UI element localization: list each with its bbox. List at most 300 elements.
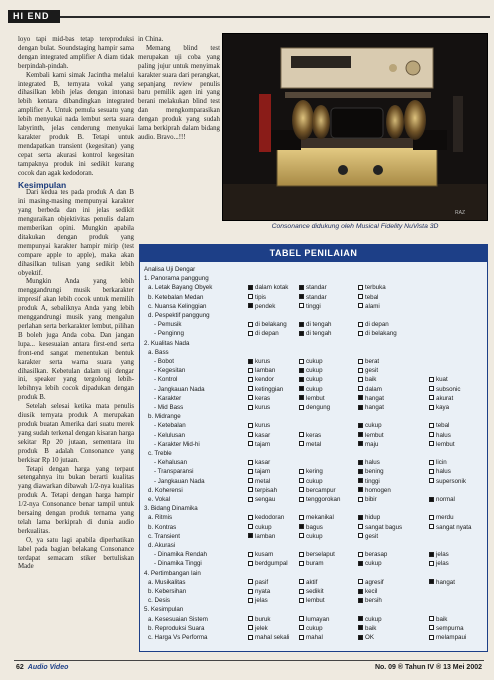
option-label: kendor [255, 376, 274, 384]
rating-option [248, 357, 270, 366]
row-label: d. Akurasi [148, 542, 176, 549]
checked-box-icon [358, 487, 363, 492]
rating-table-title: TABEL PENILAIAN [140, 245, 487, 262]
rating-option [429, 624, 464, 633]
empty-box-icon [358, 386, 363, 391]
checked-box-icon [299, 322, 304, 327]
rating-option [299, 559, 324, 568]
empty-box-icon [358, 524, 363, 529]
empty-box-icon [358, 285, 363, 290]
option-label: cukup [306, 376, 323, 384]
empty-box-icon [358, 331, 363, 336]
rating-option [299, 477, 323, 486]
option-label: mahal [306, 634, 323, 641]
rating-option [358, 559, 382, 568]
rating-option [429, 550, 449, 559]
rating-option [299, 624, 323, 633]
rating-option [248, 431, 270, 440]
checked-box-icon [358, 405, 363, 410]
rating-option [248, 320, 287, 329]
row-label: c. Nuansa Kelinggian [148, 302, 207, 310]
rating-option [429, 431, 451, 440]
paragraph: in China. [138, 36, 164, 43]
empty-box-icon [248, 322, 253, 327]
rating-option [358, 477, 380, 486]
option-label: mekanikal [306, 514, 334, 522]
photo-credit: RAZ [455, 210, 465, 216]
option-label: cukup [306, 477, 323, 485]
option-label: cukup [365, 560, 382, 568]
table-row [140, 504, 487, 513]
table-row [140, 578, 487, 587]
rating-option [248, 486, 277, 495]
option-label: tajam [255, 440, 271, 448]
footer-left [16, 664, 68, 671]
rating-option [429, 440, 455, 449]
paragraph: Memang blind test merupakan uji coba yang paling jujur untuk menyimak karakter suara dari perangkat, sepanjang review penulis baru pemilik agen ini yang berani melakukan blind test dan mengkomparasikan dengan produk yang sudah lama berkiprah dalam bidang audio. Bravo...!!! [138, 44, 220, 141]
rating-option [248, 329, 279, 338]
option-label: berselaput [306, 551, 335, 559]
table-row [140, 357, 487, 366]
rating-option [248, 513, 284, 522]
row-label: b. Ketebalan Medan [148, 293, 204, 301]
rating-option [299, 633, 323, 642]
rating-option [358, 467, 384, 476]
row-label: - Ketebalan [154, 422, 186, 430]
checked-box-icon [358, 432, 363, 437]
rating-option [299, 302, 321, 311]
table-row [140, 633, 487, 642]
option-label: sengau [255, 496, 276, 503]
empty-box-icon [248, 579, 253, 584]
table-row [140, 274, 487, 283]
rating-option [299, 578, 317, 587]
option-label: cukup [365, 615, 382, 623]
page-footer [0, 656, 494, 680]
option-label: tajam [255, 468, 271, 476]
option-label: normal [436, 496, 455, 503]
option-label: kaya [436, 404, 450, 411]
rating-option [248, 375, 274, 384]
row-label: - Jangkauan Nada [154, 385, 205, 393]
section-tag: HI END [8, 10, 60, 23]
option-label: hangat [365, 394, 384, 402]
footer-rule [14, 660, 484, 661]
row-label: a. Ritmis [148, 514, 173, 522]
rating-option [429, 403, 449, 412]
paragraph: Dari kedua tes pada produk A dan B ini masing-masing mempunyai karakter yang berbeda dan ini jelas sedikit menguraikan objektivitas penulis dalam memberikan opini. Mungkin apabila ditakukan dengan produk yang mempunyai karakter hampir mirip (test compare apple to apple), maka akan dihasilkan tulisan yang sedikit lebih obyektif. [18, 189, 134, 277]
table-row [140, 329, 487, 338]
checked-box-icon [429, 497, 434, 502]
page-header [0, 0, 494, 26]
rating-option [248, 385, 283, 394]
option-label: keras [306, 431, 322, 439]
rating-option [299, 532, 323, 541]
empty-box-icon [248, 469, 253, 474]
rating-option [358, 633, 374, 642]
table-row [140, 523, 487, 532]
empty-box-icon [248, 441, 253, 446]
rating-option [248, 283, 288, 292]
option-label: kasar [255, 431, 271, 439]
checked-box-icon [299, 377, 304, 382]
rating-option [248, 421, 270, 430]
table-row [140, 615, 487, 624]
rating-option [358, 385, 382, 394]
row-label: - Kontrol [154, 376, 178, 384]
row-label: Analisa Uji Dengar [144, 266, 196, 273]
table-row [140, 421, 487, 430]
option-label: hangat [365, 404, 384, 411]
option-label: metal [306, 440, 322, 448]
option-label: nyata [255, 588, 271, 595]
table-row [140, 320, 487, 329]
paragraph: Setelah selesai ketika mata penulis diusik ternyata produk A merupakan produk buatan Amerika dari suatu merek yang sudah terkenal dengan kisaran harga sekitar Rp 20 jutaan, sementara itu produk B adalah Consonance yang berkisar Rp 10 jutaan. [18, 403, 134, 464]
rating-option [358, 523, 402, 532]
table-row [140, 550, 487, 559]
row-label: - Transparansi [154, 468, 194, 476]
table-row [140, 587, 487, 596]
option-label: standar [306, 293, 327, 301]
section-heading: Kesimpulan [18, 179, 67, 190]
table-row [140, 495, 487, 504]
row-label: - Penginng [154, 330, 184, 338]
rating-option [358, 421, 382, 430]
table-row [140, 569, 487, 578]
rating-option [429, 578, 455, 587]
option-label: tinggi [306, 302, 321, 310]
rating-option [429, 458, 447, 467]
header-rule [60, 16, 490, 18]
empty-box-icon [299, 552, 304, 557]
table-row [140, 412, 487, 421]
rating-table-body [140, 262, 487, 651]
checked-box-icon [248, 359, 253, 364]
row-label: a. Kesesuaian Sistem [148, 615, 208, 623]
rating-option [358, 293, 378, 302]
option-label: hidup [365, 514, 381, 522]
empty-box-icon [358, 377, 363, 382]
empty-box-icon [358, 497, 363, 502]
empty-box-icon [248, 497, 253, 502]
checked-box-icon [358, 635, 363, 640]
option-label: kusam [255, 551, 274, 559]
rating-option [299, 615, 329, 624]
checked-box-icon [358, 441, 363, 446]
option-label: cukup [306, 367, 323, 375]
empty-box-icon [429, 441, 434, 446]
rating-option [429, 523, 471, 532]
empty-box-icon [248, 368, 253, 373]
option-label: di tengah [306, 330, 332, 338]
option-label: baik [436, 615, 448, 623]
rating-option [358, 486, 391, 495]
option-label: kurus [255, 358, 271, 365]
table-row [140, 624, 487, 633]
paragraph: loyo tapi mid-bas tetap tereproduksi dengan bulat. Soundstaging hampir sama dengan integrated amplifier A diam tidak berpindah-pindah. [18, 36, 134, 70]
empty-box-icon [299, 487, 304, 492]
rating-option [248, 302, 275, 311]
empty-box-icon [248, 487, 253, 492]
empty-box-icon [248, 377, 253, 382]
row-label: - Pemusik [154, 321, 182, 329]
table-row [140, 513, 487, 522]
rating-option [299, 403, 330, 412]
rating-option [299, 357, 323, 366]
magazine-name: Audio Video [27, 664, 69, 671]
checked-box-icon [429, 579, 434, 584]
checked-box-icon [248, 303, 253, 308]
empty-box-icon [299, 625, 304, 630]
row-label: c. Treble [148, 450, 172, 457]
checked-box-icon [358, 515, 363, 520]
option-label: kecil [365, 588, 378, 595]
table-row [140, 403, 487, 412]
empty-box-icon [248, 423, 253, 428]
option-label: gesit [365, 367, 379, 375]
paragraph: Tetapi dengan harga yang terpaut setengahnya itu bukan berarti kualitas yang diawarkan dibawah 1/2-nya kualitas produk A. Tetapi dengan harga hampir 1/2-nya Consonance benar tampil untuk bersaing dengan produk ternama yang telah lama berkiprah di dunia audio berkualitas. [18, 465, 134, 535]
rating-option [248, 467, 270, 476]
empty-box-icon [429, 405, 434, 410]
empty-box-icon [299, 432, 304, 437]
empty-box-icon [299, 598, 304, 603]
photo-caption: Consonance didukung oleh Musical Fidelity NuVista 3D [271, 223, 439, 230]
option-label: maju [365, 440, 379, 448]
empty-box-icon [358, 359, 363, 364]
row-label: - Bobot [154, 358, 174, 365]
rating-option [299, 596, 325, 605]
option-label: di depan [255, 330, 279, 338]
option-label: tebal [436, 422, 450, 430]
table-row [140, 293, 487, 302]
option-label: lamban [255, 532, 276, 540]
empty-box-icon [299, 405, 304, 410]
rating-option [248, 550, 273, 559]
option-label: jelas [255, 597, 268, 605]
checked-box-icon [299, 294, 304, 299]
article-column-left [18, 36, 134, 572]
rating-table [139, 244, 488, 652]
option-label: ketinggian [255, 385, 284, 393]
option-label: buruk [255, 615, 271, 623]
table-row [140, 532, 487, 541]
option-label: subsonic [436, 385, 461, 393]
rating-option [358, 532, 378, 541]
checked-box-icon [299, 524, 304, 529]
rating-option [358, 366, 378, 375]
table-row [140, 265, 487, 274]
option-label: kedodoran [255, 514, 285, 522]
option-label: kurus [255, 422, 271, 430]
rating-option [299, 431, 321, 440]
rating-option [248, 624, 268, 633]
checked-box-icon [248, 285, 253, 290]
rating-option [248, 587, 270, 596]
empty-box-icon [299, 579, 304, 584]
empty-box-icon [248, 432, 253, 437]
table-row [140, 311, 487, 320]
option-label: lembut [306, 597, 325, 605]
option-label: berat [365, 358, 380, 365]
option-label: sangat nyata [436, 523, 472, 531]
empty-box-icon [429, 625, 434, 630]
option-label: di belakang [365, 330, 397, 338]
empty-box-icon [429, 460, 434, 465]
product-photo [222, 33, 488, 221]
option-label: bening [365, 468, 384, 476]
rating-option [248, 523, 272, 532]
table-row [140, 431, 487, 440]
rating-option [429, 633, 466, 642]
empty-box-icon [358, 368, 363, 373]
checked-box-icon [358, 478, 363, 483]
option-label: di belakang [255, 321, 287, 329]
option-label: lamban [255, 367, 276, 375]
empty-box-icon [248, 625, 253, 630]
rating-option [299, 320, 331, 329]
table-row [140, 440, 487, 449]
empty-box-icon [248, 552, 253, 557]
empty-box-icon [299, 589, 304, 594]
checked-box-icon [358, 589, 363, 594]
option-label: agresif [365, 578, 384, 586]
option-label: pendek [255, 302, 276, 310]
table-row [140, 283, 487, 292]
option-label: lembut [365, 431, 384, 439]
rating-option [358, 283, 386, 292]
rating-option [299, 366, 323, 375]
option-label: dalam kotak [255, 284, 289, 292]
option-label: merdu [436, 514, 454, 522]
checked-box-icon [358, 598, 363, 603]
rating-option [248, 293, 266, 302]
empty-box-icon [429, 616, 434, 621]
option-label: tebal [365, 293, 379, 301]
rating-option [299, 293, 327, 302]
row-label: b. Midrange [148, 413, 181, 421]
empty-box-icon [429, 386, 434, 391]
option-label: kurus [255, 404, 271, 411]
empty-box-icon [358, 294, 363, 299]
empty-box-icon [248, 395, 253, 400]
table-row [140, 541, 487, 550]
empty-box-icon [429, 561, 434, 566]
checked-box-icon [358, 469, 363, 474]
option-label: cukup [306, 358, 323, 365]
empty-box-icon [248, 524, 253, 529]
option-label: metal [255, 477, 271, 485]
table-row [140, 366, 487, 375]
option-label: lembut [436, 440, 455, 448]
option-label: berasap [365, 551, 388, 559]
empty-box-icon [299, 635, 304, 640]
checked-box-icon [358, 616, 363, 621]
paragraph: Mungkin Anda yang lebih menggandrungi musik berkarakter impresif akan lebih cocok untuk memilih produk A, sebaliknya Anda yang lebih menggandrungi musik yang mengalun perlahan serta berkarakter lembut, pilihan B boleh juga Anda coba. Dan jangan lupa... kesesuaian antara first-end serta front-end sangat menentukan bentuk karakter serta warna suara yang dihasilkan. Kebetulan dalam uji dengar ini, speaker yang tergolong lebih-lebihnya lebih cocok dipadukan dengan produk B. [18, 278, 134, 402]
empty-box-icon [248, 294, 253, 299]
empty-box-icon [299, 561, 304, 566]
page-number: 62 [16, 664, 24, 671]
rating-option [248, 403, 270, 412]
table-row [140, 302, 487, 311]
rating-option [248, 458, 270, 467]
option-label: halus [436, 468, 451, 476]
row-label: - Karakter Mid-hi [154, 440, 200, 448]
option-label: bersih [365, 597, 382, 605]
empty-box-icon [299, 533, 304, 538]
option-label: keras [255, 394, 271, 402]
row-label: b. Reproduksi Suara [148, 624, 205, 632]
rating-option [429, 615, 447, 624]
option-label: jelas [436, 560, 449, 568]
row-label: - Karakter [154, 394, 182, 402]
option-label: tinggi [365, 477, 380, 485]
rating-option [358, 320, 389, 329]
row-label: c. Desis [148, 597, 171, 605]
table-row [140, 477, 487, 486]
empty-box-icon [248, 635, 253, 640]
rating-option [358, 394, 384, 403]
option-label: hangat [436, 578, 455, 586]
rating-option [429, 513, 454, 522]
option-label: sedikit [306, 588, 324, 595]
row-label: a. Bass [148, 348, 169, 356]
empty-box-icon [299, 469, 304, 474]
rating-option [299, 550, 335, 559]
row-label: b. Kontras [148, 523, 177, 531]
option-label: cukup [255, 523, 272, 531]
option-label: standar [306, 284, 327, 292]
row-label: - Kegesitan [154, 367, 186, 375]
empty-box-icon [248, 386, 253, 391]
row-label: 3. Bidang Dinamika [144, 505, 198, 513]
rating-option [358, 495, 377, 504]
rating-option [429, 467, 451, 476]
empty-box-icon [429, 377, 434, 382]
rating-option [358, 357, 379, 366]
option-label: melampaui [436, 634, 467, 641]
option-label: kuat [436, 376, 448, 384]
paragraph: O, ya satu lagi apabila diperhatikan label pada bagian belakang Consonance terdapat semacam stiker bertuliskan Made [18, 536, 134, 571]
row-label: 2. Kualitas Nada [144, 339, 190, 347]
table-row [140, 449, 487, 458]
empty-box-icon [429, 478, 434, 483]
rating-option [429, 559, 449, 568]
rating-option [248, 615, 270, 624]
rating-option [429, 495, 455, 504]
table-row [140, 605, 487, 614]
row-label: c. Transient [148, 532, 180, 540]
empty-box-icon [429, 524, 434, 529]
row-label: - Jangkauan Nada [154, 477, 205, 485]
rating-option [299, 440, 321, 449]
empty-box-icon [358, 552, 363, 557]
amplifier-illustration [223, 34, 488, 221]
paragraph: Kembali kami simak Jacintha melalui integrated B, ternyata vokal yang dihasilkan lebih jelas dengan intonasi lebih kentara dibandingkan integrated amplifier A. Untuk pemula sesuatu yang lebih menyukai nada lembut serta suara labyrinth, jelas cenderung menyukai karakter produk B. Tetapi untuk mendapatkan transient (kegesitan) yang cepat serta akurasi kontrol kegesitan tampaknya produk ini sedikit kurang cocok dan agak kedodoran. [18, 71, 134, 177]
empty-box-icon [358, 303, 363, 308]
option-label: baik [365, 376, 377, 384]
rating-option [299, 495, 340, 504]
empty-box-icon [429, 515, 434, 520]
option-label: alami [365, 302, 380, 310]
checked-box-icon [358, 423, 363, 428]
checked-box-icon [299, 285, 304, 290]
empty-box-icon [248, 331, 253, 336]
option-label: akurat [436, 394, 454, 402]
table-row [140, 559, 487, 568]
empty-box-icon [299, 303, 304, 308]
rating-option [248, 440, 270, 449]
row-label: - Mid Bass [154, 404, 184, 411]
